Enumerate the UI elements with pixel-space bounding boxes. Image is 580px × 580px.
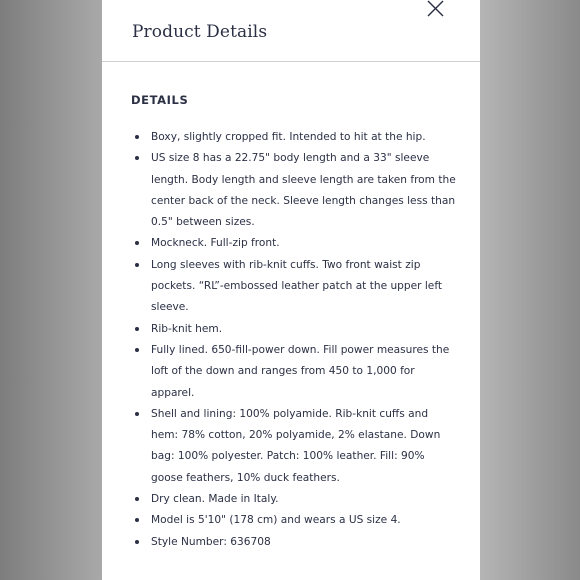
list-item <box>132 532 457 553</box>
details-list <box>132 127 457 553</box>
section-heading: DETAILS <box>131 93 189 107</box>
list-item-text: Dry clean. Made in Italy. <box>151 493 279 506</box>
bullet-icon <box>135 263 139 267</box>
list-item <box>132 319 457 340</box>
divider <box>102 61 480 62</box>
list-item-text: Fully lined. 650-fill-power down. Fill power measures the loft of the down and ranges from 450 to 1,000 for apparel. <box>151 343 450 399</box>
list-item-text: Shell and lining: 100% polyamide. Rib-knit cuffs and hem: 78% cotton, 20% polyamide, 2% elastane. Down bag: 100% polyester. Patch: 100% leather. Fill: 90% goose feathers, 10% duck feathers. <box>151 407 441 484</box>
bullet-icon <box>135 135 139 139</box>
bullet-icon <box>135 412 139 416</box>
bullet-icon <box>135 540 139 544</box>
modal-title: Product Details <box>132 22 268 42</box>
background-left <box>0 0 102 580</box>
list-item <box>132 148 457 233</box>
product-details-modal <box>102 0 480 580</box>
list-item-text: Mockneck. Full-zip front. <box>151 237 280 250</box>
list-item <box>132 489 457 510</box>
close-button[interactable] <box>425 0 447 18</box>
list-item-text: Rib-knit hem. <box>151 322 223 335</box>
list-item-text: US size 8 has a 22.75" body length and a 33" sleeve length. Body length and sleeve length are taken from the center back of the neck. Sleeve length changes less than 0.5" between sizes. <box>151 152 456 229</box>
bullet-icon <box>135 327 139 331</box>
list-item <box>132 510 457 531</box>
list-item <box>132 255 457 319</box>
list-item <box>132 127 457 148</box>
bullet-icon <box>135 497 139 501</box>
background-right <box>480 0 580 580</box>
bullet-icon <box>135 156 139 160</box>
list-item-text: Model is 5'10" (178 cm) and wears a US size 4. <box>151 514 401 527</box>
close-icon[interactable] <box>425 0 447 18</box>
bullet-icon <box>135 241 139 245</box>
bullet-icon <box>135 348 139 352</box>
list-item-text: Boxy, slightly cropped fit. Intended to hit at the hip. <box>151 131 426 143</box>
list-item <box>132 404 457 489</box>
list-item-text: Style Number: 636708 <box>151 535 271 548</box>
list-item <box>132 340 457 404</box>
list-item-text: Long sleeves with rib-knit cuffs. Two front waist zip pockets. “RL”-embossed leather patch at the upper left sleeve. <box>151 258 443 314</box>
bullet-icon <box>135 518 139 522</box>
list-item <box>132 233 457 254</box>
